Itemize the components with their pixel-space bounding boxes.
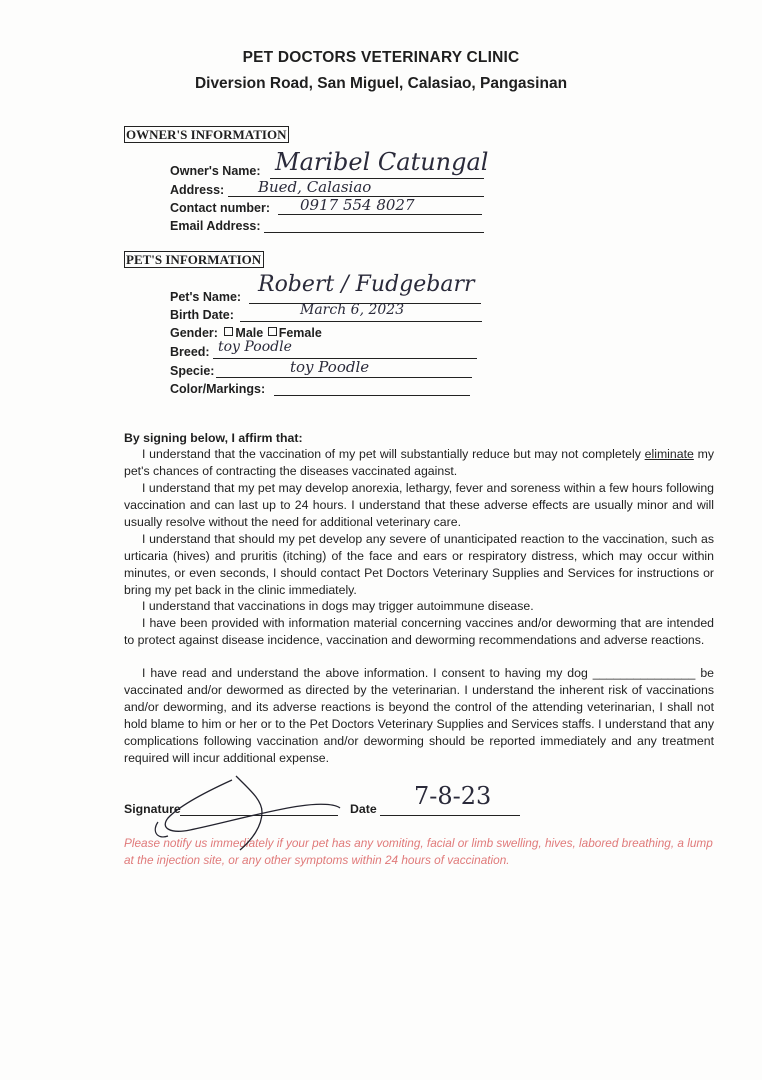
email-label: Email Address: [170,219,261,233]
owner-name-value[interactable]: Maribel Catungal [275,148,489,176]
specie-value[interactable]: toy Poodle [290,358,370,376]
address-value[interactable]: Bued, Calasiao [258,178,372,196]
birth-date-label: Birth Date: [170,308,234,322]
pet-name-value[interactable]: Robert / Fudgebarr [258,272,475,297]
affirm-p1-underlined: eliminate [644,447,694,461]
dog-name-blank[interactable]: _______________ [592,666,696,680]
female-option-label: Female [278,326,322,340]
affirm-title: By signing below, I affirm that: [124,431,303,445]
date-value[interactable]: 7-8-23 [414,782,492,810]
birth-date-value[interactable]: March 6, 2023 [300,302,405,318]
affirm-paragraph-2: I understand that my pet may develop anorexia, lethargy, fever and soreness within a few hours following vaccination and can last up to 24 hours. I understand that these adverse effects are usually minor and will usually resolve without the need for additional veterinary care. [124,481,714,529]
affirm-paragraph-4: I understand that vaccinations in dogs may trigger autoimmune disease. [142,599,534,613]
signature-label: Signature [124,802,181,816]
contact-label: Contact number: [170,201,270,215]
affirm-paragraph-5: I have been provided with information material concerning vaccines and/or deworming that are intended to protect against disease incidence, vaccination and deworming recommendations and adverse reactions. [124,616,714,647]
pet-name-label: Pet's Name: [170,290,242,304]
owner-section-label: OWNER'S INFORMATION [124,126,289,143]
pet-section-label: PET'S INFORMATION [124,251,264,268]
affirm-paragraph-3: I understand that should my pet develop any severe of unanticipated reaction to the vaccination, such as urticaria (hives) and pruritis (itching) of the face and ears or respiratory distress, which may occur within minutes, or even seconds, I should contact Pet Doctors Veterinary Supplies and Services for instructions or bring my pet back in the clinic immediately. [124,532,714,597]
affirm-p1-text-b: my pet's chances of contracting the diseases vaccinated against. [124,447,715,478]
post-vaccination-note: Please notify us immediately if your pet has any vomiting, facial or limb swelling, hives, labored breathing, a lump at the injection site, or any other symptoms within 24 hours of vaccination. [124,836,713,867]
breed-label: Breed: [170,345,210,359]
specie-label: Specie: [170,364,215,378]
color-markings-label: Color/Markings: [170,382,266,396]
gender-label: Gender: [170,326,218,340]
affirm-p1-text-a: I understand that the vaccination of my pet will substantially reduce but may not completely [142,447,645,461]
owner-name-label: Owner's Name: [170,164,261,178]
breed-value[interactable]: toy Poodle [218,339,292,355]
affirm-p6-text-b: be vaccinated and/or dewormed as directed by the veterinarian. I understand the inherent risk of vaccinations and/or deworming, and its adverse reactions is beyond the control of the attending veterinarian, I shall not hold blame to him or her or to the Pet Doctors Veterinary Supplies and Services staffs. I understand that any complications following vaccination and/or deworming should be reported immediately and any treatment required will incur additional expense. [124,666,714,765]
affirm-p6-text-a: I have read and understand the above information. I consent to having my dog [142,666,588,680]
contact-value[interactable]: 0917 554 8027 [300,196,415,214]
date-label: Date [350,802,377,816]
clinic-title: PET DOCTORS VETERINARY CLINIC [242,49,520,66]
male-option-label: Male [235,326,264,340]
address-label: Address: [170,183,225,197]
clinic-address: Diversion Road, San Miguel, Calasiao, Pangasinan [194,75,568,92]
